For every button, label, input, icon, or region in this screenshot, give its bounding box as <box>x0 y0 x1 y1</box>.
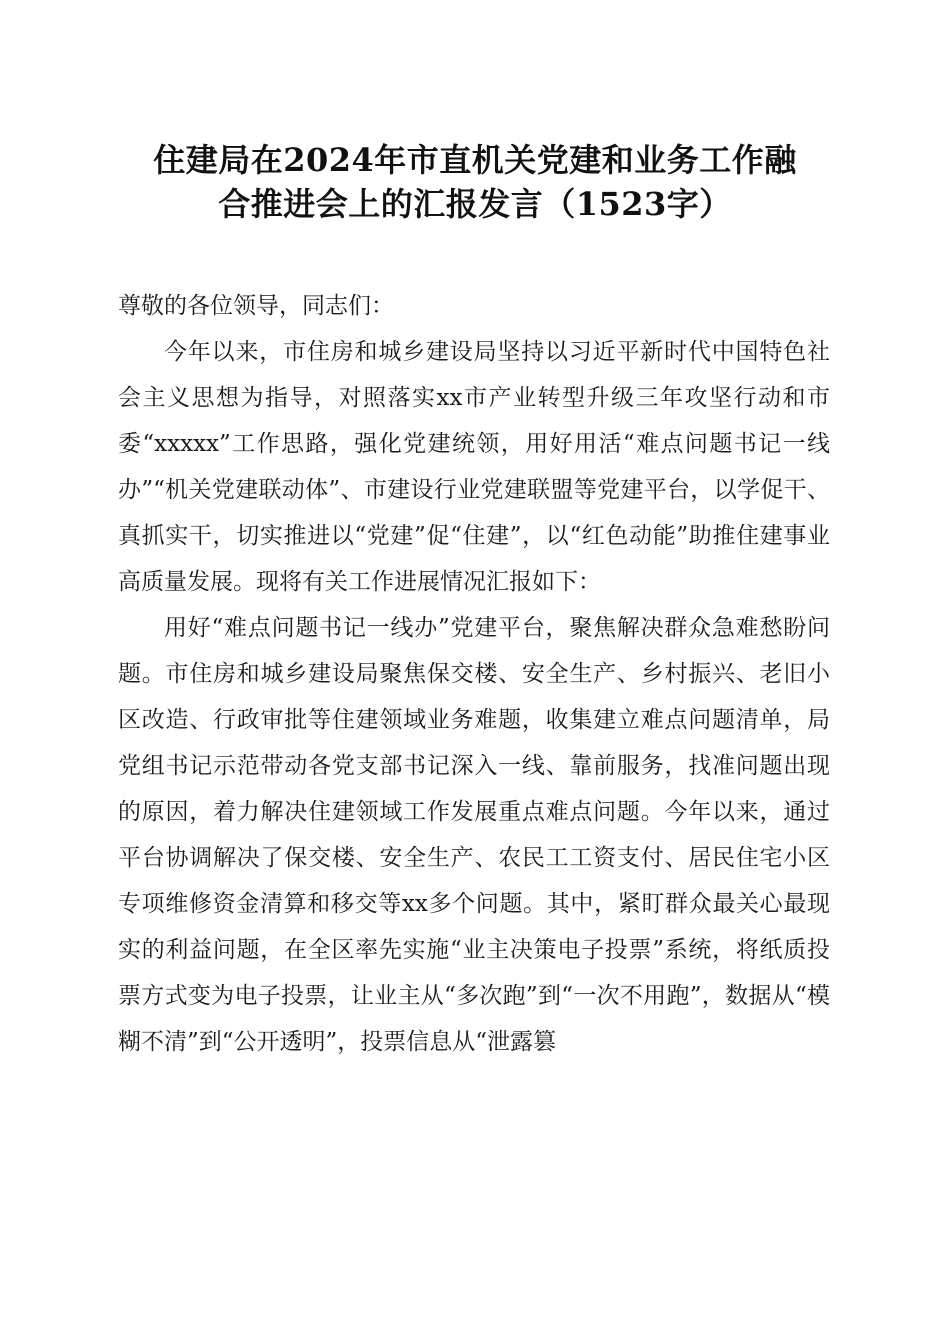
document-title <box>110 138 840 226</box>
paragraph-intro: 今年以来，市住房和城乡建设局坚持以习近平新时代中国特色社会主义思想为指导，对照落实xx市产业转型升级三年攻坚行动和市委“xxxxx”工作思路，强化党建统领，用好用活“难点问题书记一线办”“机关党建联动体”、市建设行业党建联盟等党建平台，以学促干、真抓实干，切实推进以“党建”促“住建”，以“红色动能”助推住建事业高质量发展。现将有关工作进展情况汇报如下： <box>118 339 830 595</box>
title-line-2: 合推进会上的汇报发言（1523字） <box>218 185 732 223</box>
title-line-1: 住建局在2024年市直机关党建和业务工作融 <box>153 141 797 179</box>
paragraph-section-1: 用好“难点问题书记一线办”党建平台，聚焦解决群众急难愁盼问题。市住房和城乡建设局聚焦保交楼、安全生产、乡村振兴、老旧小区改造、行政审批等住建领域业务难题，收集建立难点问题清单，局党组书记示范带动各党支部书记深入一线、靠前服务，找准问题出现的原因，着力解决住建领域工作发展重点难点问题。今年以来，通过平台协调解决了保交楼、安全生产、农民工工资支付、居民住宅小区专项维修资金清算和移交等xx多个问题。其中，紧盯群众最关心最现实的利益问题，在全区率先实施“业主决策电子投票”系统，将纸质投票方式变为电子投票，让业主从“多次跑”到“一次不用跑”，数据从“模糊不清”到“公开透明”，投票信息从“泄露篡 <box>118 615 830 1055</box>
document-body <box>118 283 830 1065</box>
salutation: 尊敬的各位领导，同志们： <box>118 293 394 319</box>
